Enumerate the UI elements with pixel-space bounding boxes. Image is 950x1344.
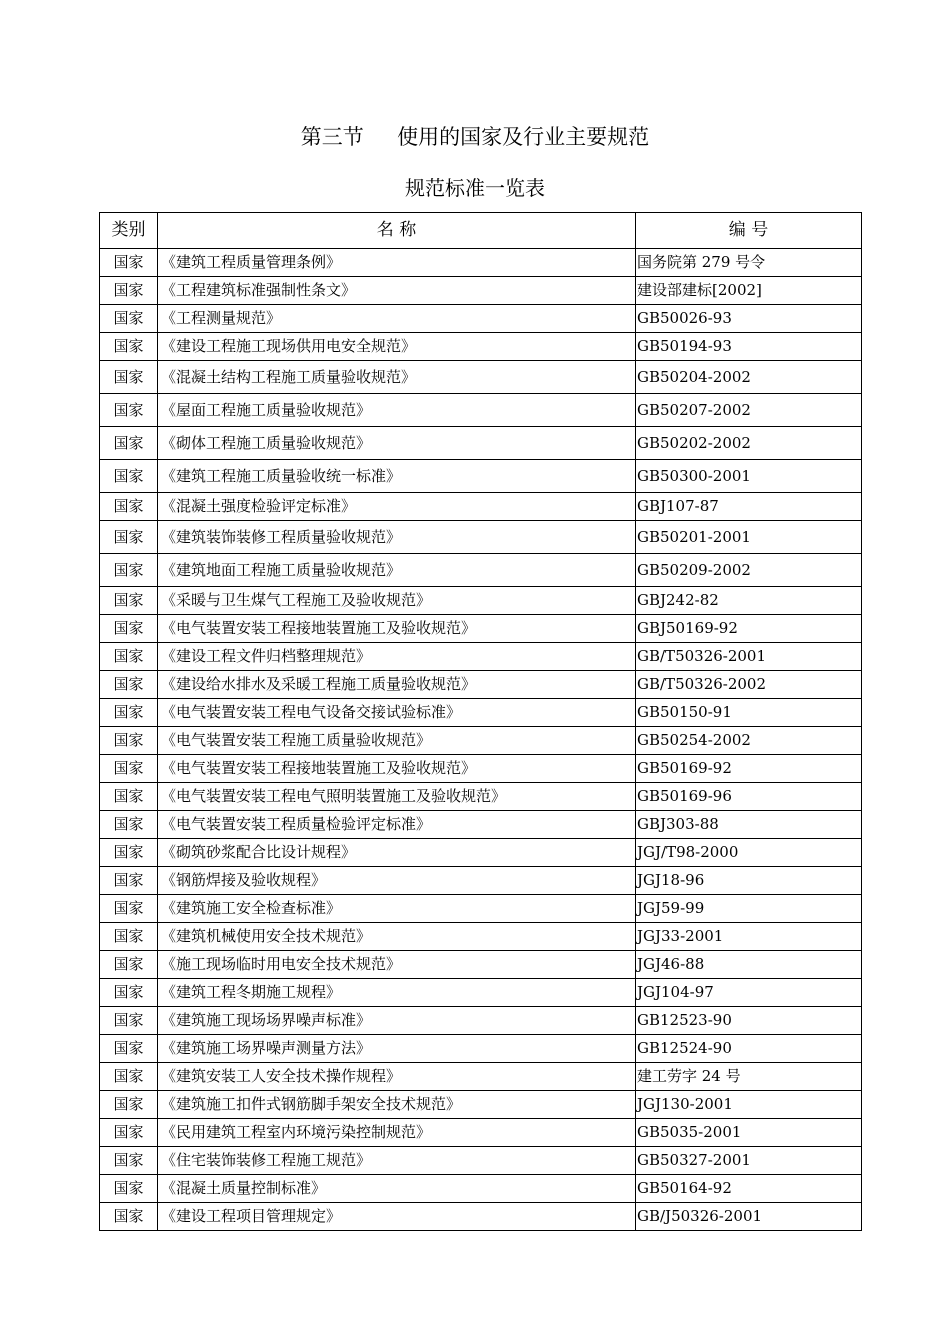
row-category: 国家: [100, 923, 158, 951]
row-name: 《民用建筑工程室内环境污染控制规范》: [158, 1119, 636, 1147]
table-row: [100, 394, 862, 427]
table-row: [100, 951, 862, 979]
row-code: GBJ107-87: [636, 493, 862, 521]
row-code: JGJ33-2001: [636, 923, 862, 951]
table-row: [100, 1119, 862, 1147]
row-category: 国家: [100, 1063, 158, 1091]
section-title: 第三节 使用的国家及行业主要规范: [300, 125, 650, 149]
row-code: 建工劳字 24 号: [636, 1063, 862, 1091]
row-category: 国家: [100, 249, 158, 277]
row-name: 《建筑施工现场场界噪声标准》: [158, 1007, 636, 1035]
row-name: 《屋面工程施工质量验收规范》: [158, 394, 636, 427]
row-category: 国家: [100, 554, 158, 587]
row-category: 国家: [100, 333, 158, 361]
row-code: GB50026-93: [636, 305, 862, 333]
row-code: GB50207-2002: [636, 394, 862, 427]
row-name: 《住宅装饰装修工程施工规范》: [158, 1147, 636, 1175]
table-row: [100, 1035, 862, 1063]
row-category: 国家: [100, 671, 158, 699]
row-category: 国家: [100, 615, 158, 643]
table-title: 规范标准一览表: [405, 176, 545, 200]
table-row: [100, 671, 862, 699]
table-row: [100, 811, 862, 839]
table-row: [100, 1175, 862, 1203]
row-code: GB/T50326-2002: [636, 671, 862, 699]
table-row: [100, 643, 862, 671]
row-name: 《建筑工程施工质量验收统一标准》: [158, 460, 636, 493]
row-name: 《电气装置安装工程接地装置施工及验收规范》: [158, 615, 636, 643]
table-row: [100, 554, 862, 587]
row-code: GB50164-92: [636, 1175, 862, 1203]
table-row: [100, 493, 862, 521]
row-name: 《工程建筑标准强制性条文》: [158, 277, 636, 305]
table-row: [100, 1063, 862, 1091]
row-code: GB/J50326-2001: [636, 1203, 862, 1231]
header-code: 编 号: [636, 213, 862, 249]
row-code: GB50169-92: [636, 755, 862, 783]
row-name: 《混凝土强度检验评定标准》: [158, 493, 636, 521]
row-name: 《电气装置安装工程施工质量验收规范》: [158, 727, 636, 755]
table-row: [100, 361, 862, 394]
row-category: 国家: [100, 305, 158, 333]
row-name: 《砌体工程施工质量验收规范》: [158, 427, 636, 460]
row-category: 国家: [100, 427, 158, 460]
row-name: 《电气装置安装工程接地装置施工及验收规范》: [158, 755, 636, 783]
table-row: [100, 460, 862, 493]
row-code: GB50204-2002: [636, 361, 862, 394]
row-name: 《建筑施工安全检查标准》: [158, 895, 636, 923]
row-name: 《建筑工程冬期施工规程》: [158, 979, 636, 1007]
row-code: 国务院第 279 号令: [636, 249, 862, 277]
row-name: 《钢筋焊接及验收规程》: [158, 867, 636, 895]
row-category: 国家: [100, 755, 158, 783]
table-row: [100, 895, 862, 923]
row-category: 国家: [100, 361, 158, 394]
table-row: [100, 783, 862, 811]
row-name: 《施工现场临时用电安全技术规范》: [158, 951, 636, 979]
row-name: 《建筑安装工人安全技术操作规程》: [158, 1063, 636, 1091]
row-code: GB50300-2001: [636, 460, 862, 493]
row-code: GB50201-2001: [636, 521, 862, 554]
table-row: [100, 727, 862, 755]
row-code: GB12523-90: [636, 1007, 862, 1035]
table-row: [100, 521, 862, 554]
row-code: GB50169-96: [636, 783, 862, 811]
row-category: 国家: [100, 951, 158, 979]
row-category: 国家: [100, 699, 158, 727]
row-name: 《建设工程文件归档整理规范》: [158, 643, 636, 671]
row-name: 《建设工程施工现场供用电安全规范》: [158, 333, 636, 361]
table-row: [100, 615, 862, 643]
row-category: 国家: [100, 1175, 158, 1203]
table-row: [100, 1147, 862, 1175]
row-code: GBJ50169-92: [636, 615, 862, 643]
table-row: [100, 699, 862, 727]
row-category: 国家: [100, 1147, 158, 1175]
row-category: 国家: [100, 1091, 158, 1119]
row-category: 国家: [100, 979, 158, 1007]
row-code: 建设部建标[2002]: [636, 277, 862, 305]
row-category: 国家: [100, 839, 158, 867]
row-code: GB50327-2001: [636, 1147, 862, 1175]
table-row: [100, 1007, 862, 1035]
table-row: [100, 1203, 862, 1231]
row-category: 国家: [100, 1119, 158, 1147]
table-row: [100, 867, 862, 895]
row-name: 《混凝土结构工程施工质量验收规范》: [158, 361, 636, 394]
row-category: 国家: [100, 811, 158, 839]
row-name: 《电气装置安装工程电气设备交接试验标准》: [158, 699, 636, 727]
row-code: GB5035-2001: [636, 1119, 862, 1147]
row-name: 《工程测量规范》: [158, 305, 636, 333]
row-name: 《建筑施工场界噪声测量方法》: [158, 1035, 636, 1063]
table-row: [100, 249, 862, 277]
row-code: GB50202-2002: [636, 427, 862, 460]
row-name: 《建筑工程质量管理条例》: [158, 249, 636, 277]
row-code: GB12524-90: [636, 1035, 862, 1063]
header-category: 类别: [100, 213, 158, 249]
row-category: 国家: [100, 727, 158, 755]
table-row: [100, 277, 862, 305]
row-category: 国家: [100, 1035, 158, 1063]
row-name: 《建设工程项目管理规定》: [158, 1203, 636, 1231]
table-row: [100, 305, 862, 333]
table-row: [100, 333, 862, 361]
row-name: 《混凝土质量控制标准》: [158, 1175, 636, 1203]
row-category: 国家: [100, 895, 158, 923]
table-row: [100, 587, 862, 615]
row-code: GBJ303-88: [636, 811, 862, 839]
row-name: 《建筑地面工程施工质量验收规范》: [158, 554, 636, 587]
row-category: 国家: [100, 867, 158, 895]
table-row: [100, 979, 862, 1007]
row-category: 国家: [100, 783, 158, 811]
row-category: 国家: [100, 493, 158, 521]
row-code: JGJ59-99: [636, 895, 862, 923]
row-code: JGJ130-2001: [636, 1091, 862, 1119]
table-row: [100, 427, 862, 460]
row-name: 《建筑装饰装修工程质量验收规范》: [158, 521, 636, 554]
table-body: [100, 249, 862, 1231]
table-row: [100, 755, 862, 783]
row-code: GB50209-2002: [636, 554, 862, 587]
row-category: 国家: [100, 1203, 158, 1231]
row-code: GB50254-2002: [636, 727, 862, 755]
row-category: 国家: [100, 277, 158, 305]
row-code: GBJ242-82: [636, 587, 862, 615]
row-category: 国家: [100, 1007, 158, 1035]
row-category: 国家: [100, 521, 158, 554]
row-name: 《砌筑砂浆配合比设计规程》: [158, 839, 636, 867]
row-code: JGJ18-96: [636, 867, 862, 895]
row-name: 《建筑机械使用安全技术规范》: [158, 923, 636, 951]
standards-table: [99, 212, 862, 1231]
row-category: 国家: [100, 587, 158, 615]
row-code: GB/T50326-2001: [636, 643, 862, 671]
table-row: [100, 839, 862, 867]
row-code: GB50194-93: [636, 333, 862, 361]
header-name: 名 称: [158, 213, 636, 249]
row-name: 《采暖与卫生煤气工程施工及验收规范》: [158, 587, 636, 615]
row-name: 《电气装置安装工程电气照明装置施工及验收规范》: [158, 783, 636, 811]
row-category: 国家: [100, 643, 158, 671]
row-category: 国家: [100, 460, 158, 493]
table-header-row: [100, 213, 862, 249]
row-code: JGJ104-97: [636, 979, 862, 1007]
table-row: [100, 923, 862, 951]
row-category: 国家: [100, 394, 158, 427]
row-code: GB50150-91: [636, 699, 862, 727]
row-code: JGJ46-88: [636, 951, 862, 979]
row-name: 《建设给水排水及采暖工程施工质量验收规范》: [158, 671, 636, 699]
table-row: [100, 1091, 862, 1119]
row-name: 《建筑施工扣件式钢筋脚手架安全技术规范》: [158, 1091, 636, 1119]
row-name: 《电气装置安装工程质量检验评定标准》: [158, 811, 636, 839]
row-code: JGJ/T98-2000: [636, 839, 862, 867]
